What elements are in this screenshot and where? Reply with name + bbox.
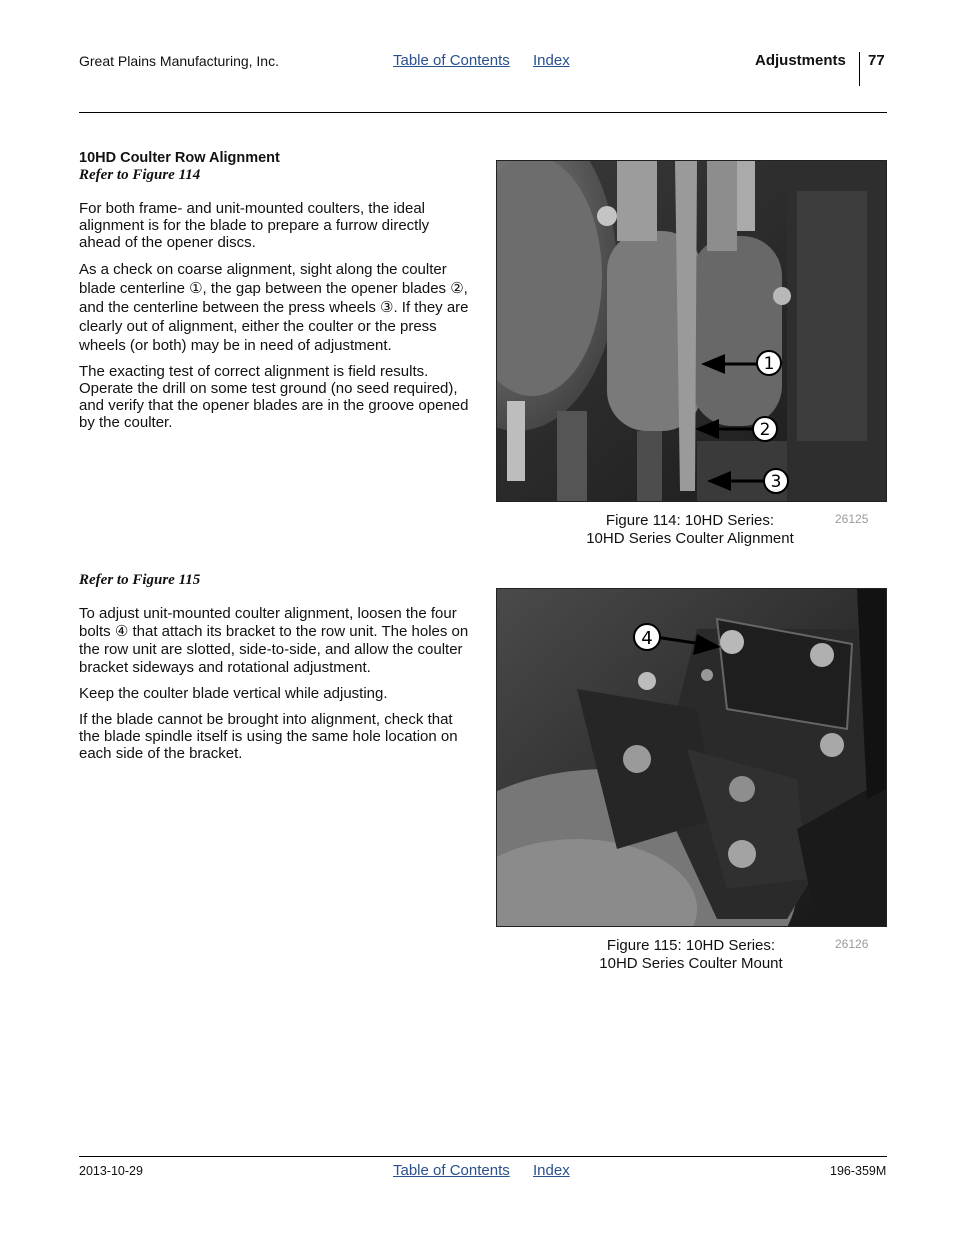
- paragraph: If the blade cannot be brought into alignment, check that the blade spindle itself is using the same hole location on each side of the bracket.: [79, 711, 458, 762]
- section-title: Adjustments: [755, 52, 846, 69]
- index-link-header[interactable]: Index: [533, 52, 570, 69]
- caption-line: 10HD Series Coulter Mount: [599, 955, 783, 972]
- header-rule: [79, 112, 887, 113]
- caption-line: 10HD Series Coulter Alignment: [586, 530, 794, 547]
- callout-3: 3: [770, 472, 782, 492]
- paragraph: To adjust unit-mounted coulter alignment, loosen the four bolts ④ that attach its bracket to the row unit. The holes on the row unit are slotted, side-to-side, and allow the coulter bracket sideways and rotational adjustment.: [79, 605, 469, 676]
- callout-4: 4: [641, 628, 653, 649]
- refer-figure-115: Refer to Figure 115: [79, 572, 201, 588]
- paragraph: Keep the coulter blade vertical while adjusting.: [79, 685, 388, 702]
- paragraph: For both frame- and unit-mounted coulters, the ideal alignment is for the blade to prepare a furrow directly ahead of the opener discs.: [79, 200, 430, 251]
- callout-1: 1: [763, 354, 775, 374]
- paragraph: The exacting test of correct alignment is field results. Operate the drill on some test ground (no seed required), and verify that the opener blades are in the groove opened by the coulter.: [79, 363, 469, 431]
- toc-link-footer[interactable]: Table of Contents: [393, 1162, 510, 1179]
- figure-114-caption: [560, 512, 820, 548]
- section1-text: [79, 150, 471, 431]
- figure-114-number: 26125: [835, 512, 869, 526]
- footer-date: 2013-10-29: [79, 1164, 143, 1178]
- section-heading: 10HD Coulter Row Alignment: [79, 150, 280, 166]
- header-divider: [859, 52, 860, 86]
- figure-115-photo: [496, 588, 887, 927]
- coulter-alignment-photo: [497, 161, 886, 501]
- caption-line: Figure 114: 10HD Series:: [605, 512, 775, 529]
- page-number: 77: [868, 52, 885, 69]
- coulter-mount-photo: [497, 589, 886, 926]
- footer-doc-number: 196-359M: [830, 1164, 887, 1178]
- figure-115-number: 26126: [835, 937, 869, 951]
- paragraph: As a check on coarse alignment, sight along the coulter blade centerline ①, the gap between the opener blades ②, and the centerline between the press wheels ③. If they are clearly out of alignment, either the coulter or the press wheels (or both) may be in need of adjustment.: [79, 261, 469, 354]
- company-name: Great Plains Manufacturing, Inc.: [79, 53, 279, 69]
- index-link-footer[interactable]: Index: [533, 1162, 570, 1179]
- refer-figure-114: Refer to Figure 114: [79, 167, 201, 183]
- callout-2: 2: [759, 420, 771, 440]
- toc-link-header[interactable]: Table of Contents: [393, 52, 510, 69]
- section2-text: [79, 572, 471, 762]
- figure-115-caption: [560, 937, 822, 973]
- figure-114-photo: [496, 160, 887, 502]
- caption-line: Figure 115: 10HD Series:: [606, 937, 776, 954]
- footer-rule: [79, 1156, 887, 1157]
